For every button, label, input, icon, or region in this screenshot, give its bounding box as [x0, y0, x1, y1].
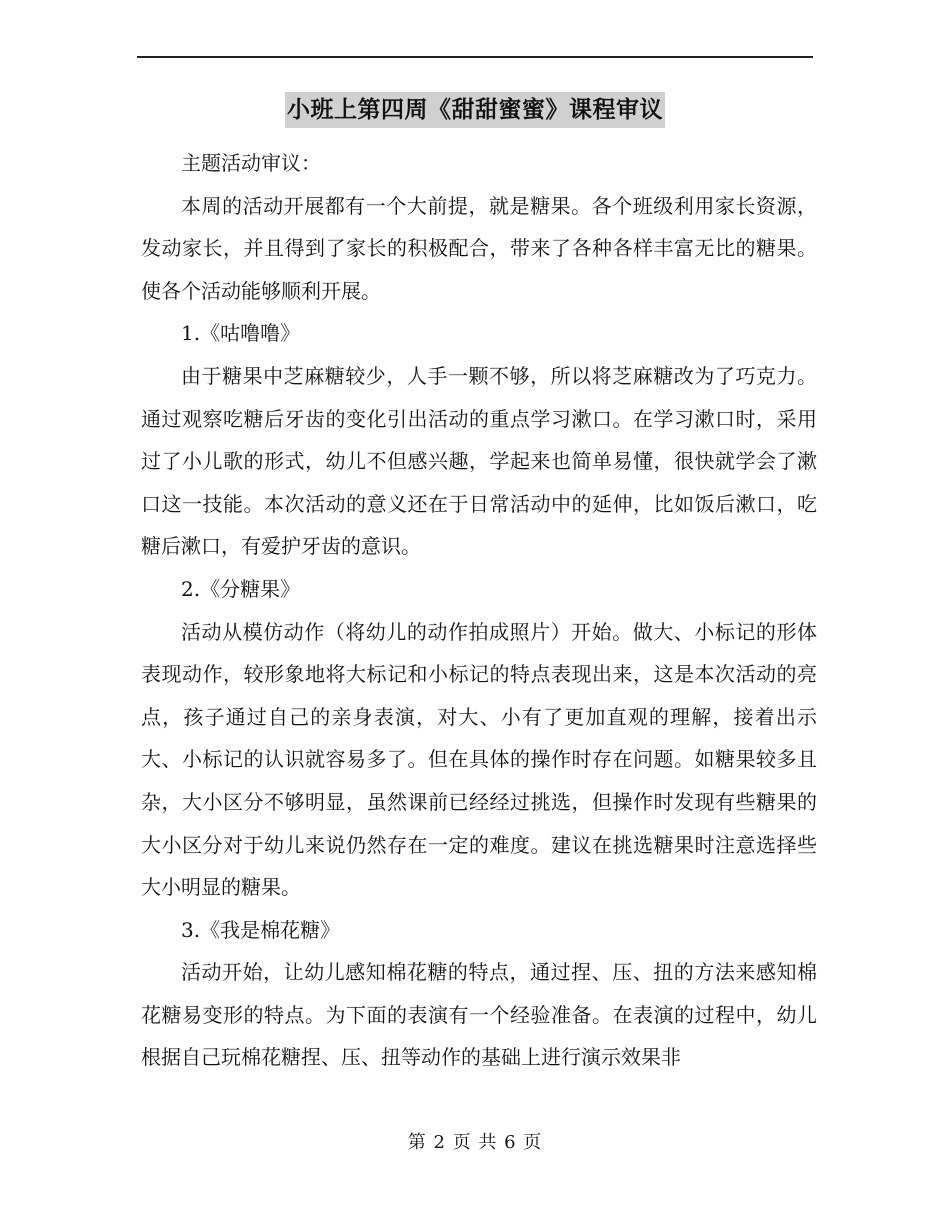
header-rule [137, 56, 813, 58]
document-body [141, 142, 817, 1079]
section-heading-3: 3.《我是棉花糖》 [181, 917, 341, 942]
paragraph-1: 由于糖果中芝麻糖较少，人手一颗不够，所以将芝麻糖改为了巧克力。通过观察吃糖后牙齿的变化引出活动的重点学习漱口。在学习漱口时，采用过了小儿歌的形式，幼儿不但感兴趣，学起来也简单易懂，很快就学会了漱口这一技能。本次活动的意义还在于日常活动中的延伸，比如饭后漱口，吃糖后漱口，有爱护牙齿的意识。 [141, 363, 817, 559]
section-heading-2: 2.《分糖果》 [181, 576, 301, 601]
page-title: 小班上第四周《甜甜蜜蜜》课程审议 [285, 92, 665, 128]
section-heading-1: 1.《咕噜噜》 [181, 321, 301, 346]
section-heading-theme: 主题活动审议： [181, 151, 321, 175]
paragraph-intro: 本周的活动开展都有一个大前提，就是糖果。各个班级利用家长资源，发动家长，并且得到了家长的积极配合，带来了各种各样丰富无比的糖果。使各个活动能够顺利开展。 [141, 193, 817, 303]
paragraph-2: 活动从模仿动作（将幼儿的动作拍成照片）开始。做大、小标记的形体表现动作，较形象地将大标记和小标记的特点表现出来，这是本次活动的亮点，孩子通过自己的亲身表演，对大、小有了更加直观的理解，接着出示大、小标记的认识就容易多了。但在具体的操作时存在问题。如糖果较多且杂，大小区分不够明显，虽然课前已经经过挑选，但操作时发现有些糖果的大小区分对于幼儿来说仍然存在一定的难度。建议在挑选糖果时注意选择些大小明显的糖果。 [141, 619, 817, 900]
title-container [0, 92, 950, 128]
page-footer: 第 2 页 共 6 页 [407, 1132, 543, 1153]
paragraph-3: 活动开始，让幼儿感知棉花糖的特点，通过捏、压、扭的方法来感知棉花糖易变形的特点。为下面的表演有一个经验准备。在表演的过程中，幼儿根据自己玩棉花糖捏、压、扭等动作的基础上进行演示效果非 [141, 960, 817, 1070]
